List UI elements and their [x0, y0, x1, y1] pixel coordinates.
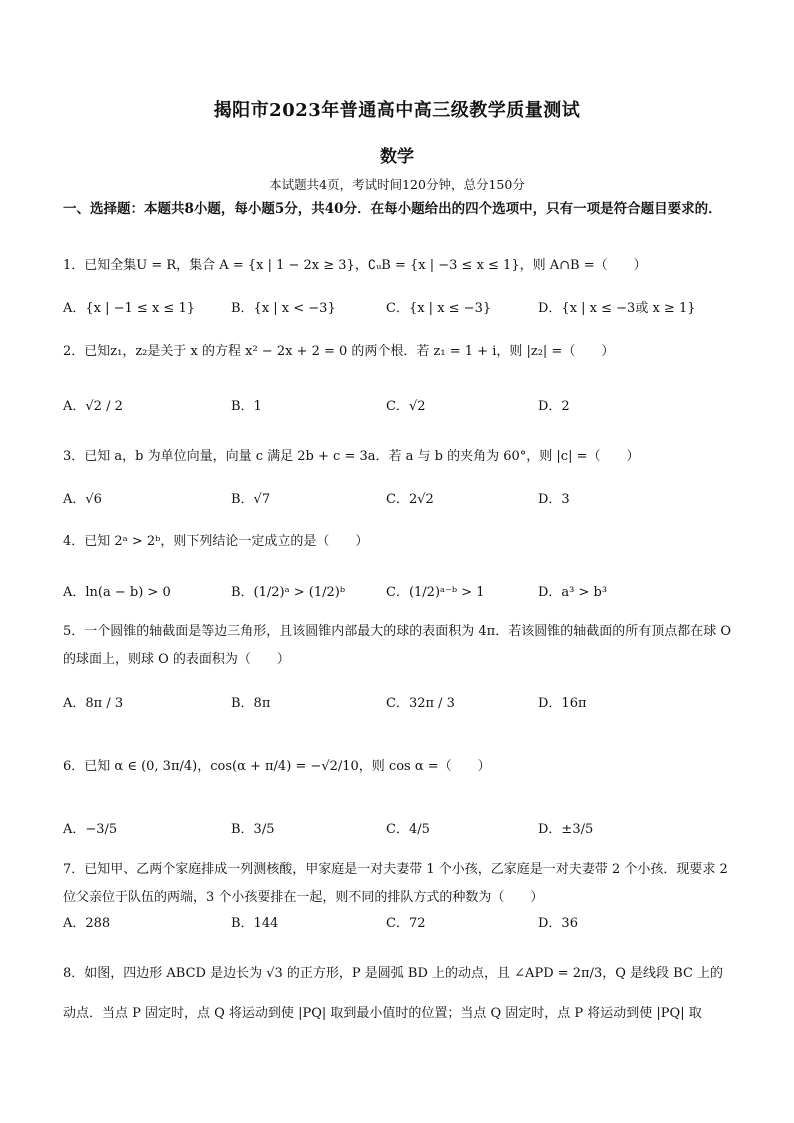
exam-title: 揭阳市2023年普通高中高三级教学质量测试 — [213, 100, 581, 121]
question-2-option-a: A．√2 / 2 — [63, 399, 123, 414]
question-6-option-a: A．−3/5 — [63, 822, 118, 837]
section-heading: 一、选择题：本题共8小题，每小题5分，共40分．在每小题给出的四个选项中，只有一项是符合题目要求的． — [63, 201, 722, 217]
question-8-stem: 8．如图，四边形 ABCD 是边长为 √3 的正方形，P 是圆弧 BD 上的动点，且 ∠APD = 2π/3，Q 是线段 BC 上的动点．当点 P 固定时，点 Q 将运动到使 |PQ| 取到最小值时的位置；当点 Q 固定时，点 P 将运动到使 |PQ| 取 — [63, 966, 724, 1021]
question-5-option-b: B．8π — [231, 696, 271, 711]
question-3-stem: 3．已知 a，b 为单位向量，向量 c 满足 2b + c = 3a．若 a 与 b 的夹角为 60°，则 |c| =（ ） — [63, 449, 640, 464]
question-7-option-a: A．288 — [63, 916, 111, 931]
question-1-option-b: B．{x | x < −3} — [231, 301, 336, 316]
question-6-option-c: C．4/5 — [386, 822, 430, 837]
question-5-stem: 5．一个圆锥的轴截面是等边三角形，且该圆锥内部最大的球的表面积为 4π．若该圆锥的轴截面的所有顶点都在球 O 的球面上，则球 O 的表面积为（ ） — [63, 624, 732, 667]
question-4-option-a: A．ln(a − b) > 0 — [63, 585, 171, 600]
question-3-option-a: A．√6 — [63, 492, 102, 507]
question-2-stem: 2．已知z₁，z₂是关于 x 的方程 x² − 2x + 2 = 0 的两个根．若 z₁ = 1 + i，则 |z₂| =（ ） — [63, 344, 615, 359]
question-5-option-c: C．32π / 3 — [386, 696, 455, 711]
question-4-option-d: D．a³ > b³ — [538, 585, 608, 600]
question-7-stem: 7．已知甲、乙两个家庭排成一列测核酸，甲家庭是一对夫妻带 1 个小孩，乙家庭是一对夫妻带 2 个小孩．现要求 2 位父亲位于队伍的两端，3 个小孩要排在一起，则不同的排队方式的种数为（ ） — [63, 862, 728, 905]
subject-title: 数学 — [380, 147, 414, 167]
question-1-option-d: D．{x | x ≤ −3或 x ≥ 1} — [538, 301, 696, 316]
question-4-option-c: C．(1/2)ᵃ⁻ᵇ > 1 — [386, 585, 485, 600]
question-4-stem: 4．已知 2ᵃ > 2ᵇ，则下列结论一定成立的是（ ） — [63, 534, 369, 549]
question-7-option-d: D．36 — [538, 916, 578, 931]
question-1-option-c: C．{x | x ≤ −3} — [386, 301, 492, 316]
question-4-option-b: B．(1/2)ᵃ > (1/2)ᵇ — [231, 585, 346, 600]
question-2-option-c: C．√2 — [386, 399, 426, 414]
exam-meta: 本试题共4页，考试时间120分钟，总分150分 — [269, 177, 525, 192]
question-6-option-d: D．±3/5 — [538, 822, 594, 837]
question-2-option-d: D．2 — [538, 399, 570, 414]
question-7-option-b: B．144 — [231, 916, 279, 931]
question-6-option-b: B．3/5 — [231, 822, 275, 837]
question-1-option-a: A．{x | −1 ≤ x ≤ 1} — [63, 301, 195, 316]
question-5-option-d: D．16π — [538, 696, 587, 711]
question-2-option-b: B．1 — [231, 399, 262, 414]
question-1-stem: 1．已知全集U = R，集合 A = {x | 1 − 2x ≥ 3}，∁ᵤB = {x | −3 ≤ x ≤ 1}，则 A∩B =（ ） — [63, 258, 647, 273]
question-5-option-a: A．8π / 3 — [63, 696, 124, 711]
question-3-option-b: B．√7 — [231, 492, 271, 507]
question-6-stem: 6．已知 α ∈ (0, 3π/4)，cos(α + π/4) = −√2/10，则 cos α =（ ） — [63, 759, 491, 774]
question-3-option-c: C．2√2 — [386, 492, 434, 507]
question-7-option-c: C．72 — [386, 916, 426, 931]
question-3-option-d: D．3 — [538, 492, 570, 507]
